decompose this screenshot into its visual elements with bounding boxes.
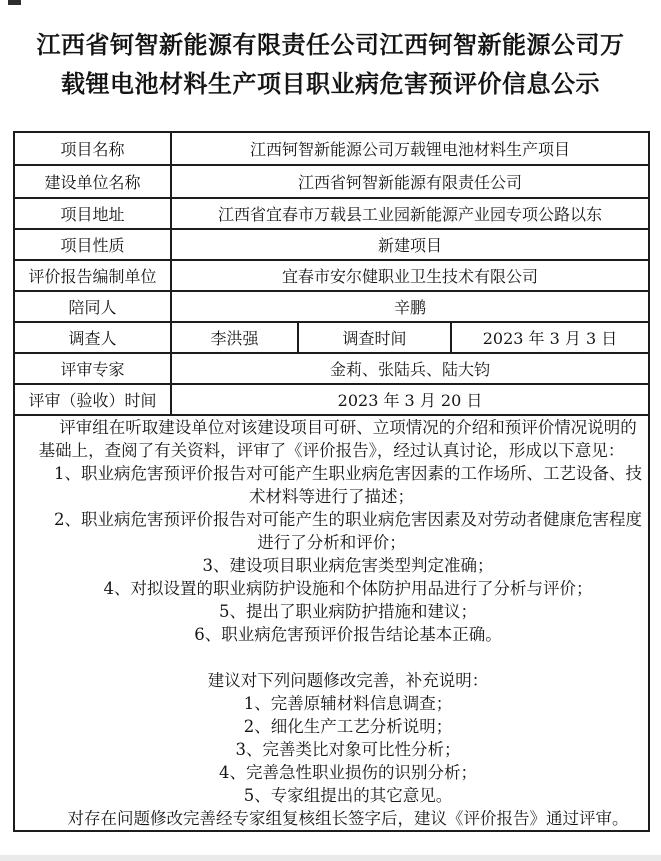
table-row-accompanying-person — [14, 291, 649, 322]
row-label: 陪同人 — [14, 291, 171, 322]
suggestion-intro: 建议对下列问题修改完善，补充说明： — [207, 671, 489, 690]
scan-artifact — [8, 0, 21, 5]
row-value: 宜春市安尔健职业卫生技术有限公司 — [171, 260, 649, 291]
table-row-investigator — [14, 322, 649, 353]
row-label: 调查时间 — [298, 322, 451, 353]
table-row-project-name — [14, 132, 649, 165]
row-label: 评审专家 — [14, 353, 171, 384]
table-row-project-nature — [14, 229, 649, 260]
row-label: 评价报告编制单位 — [14, 260, 171, 291]
opinion-finding-4: 4、对拟设置的职业病防护设施和个体防护用品进行了分析与评价； — [103, 579, 593, 598]
row-label: 调查人 — [14, 322, 171, 353]
title-line-1: 江西省钶智新能源有限责任公司江西钶智新能源公司万 — [36, 30, 625, 59]
row-label: 评审（验收）时间 — [14, 384, 171, 415]
page-title — [12, 25, 649, 103]
suggestion-1: 1、完善原辅材料信息调查； — [243, 694, 453, 713]
table-row-review-experts — [14, 353, 649, 384]
project-info-table — [13, 131, 650, 832]
table-row-review-opinion — [14, 415, 649, 831]
opinion-finding-3: 3、建设项目职业病危害类型判定准确； — [202, 556, 494, 575]
suggestion-2: 2、细化生产工艺分析说明； — [243, 717, 453, 736]
row-value: 辛鹏 — [171, 291, 649, 322]
opinion-finding-2: 2、职业病危害预评价报告对可能产生的职业病危害因素及对劳动者健康危害程度进行了分析和评价； — [54, 510, 642, 552]
title-line-2: 载锂电池材料生产项目职业病危害预评价信息公示 — [61, 69, 600, 98]
row-value: 2023 年 3 月 3 日 — [451, 322, 649, 353]
suggestion-3: 3、完善类比对象可比性分析； — [235, 740, 461, 759]
row-value: 江西钶智新能源公司万载锂电池材料生产项目 — [171, 132, 649, 165]
suggestion-5: 5、专家组提出的其它意见。 — [243, 786, 453, 805]
table-row-review-date — [14, 384, 649, 415]
row-value: 2023 年 3 月 20 日 — [171, 384, 649, 415]
opinion-finding-6: 6、职业病危害预评价报告结论基本正确。 — [194, 625, 502, 644]
row-value: 李洪强 — [171, 322, 298, 353]
table-row-builder-name — [14, 165, 649, 198]
row-label: 项目性质 — [14, 229, 171, 260]
row-label: 项目名称 — [14, 132, 171, 165]
row-label: 项目地址 — [14, 198, 171, 229]
opinion-finding-1: 1、职业病危害预评价报告对可能产生职业病危害因素的工作场所、工艺设备、技术材料等进行了描述； — [54, 464, 642, 506]
row-value: 新建项目 — [171, 229, 649, 260]
table-row-report-agency — [14, 260, 649, 291]
row-label: 建设单位名称 — [14, 165, 171, 198]
row-value: 金莉、张陆兵、陆大钧 — [171, 353, 649, 384]
opinion-finding-5: 5、提出了职业病防护措施和建议； — [219, 602, 477, 621]
opinion-conclusion: 对存在问题修改完善经专家组复核组长签字后，建议《评价报告》通过评审。 — [67, 809, 629, 828]
suggestion-4: 4、完善急性职业损伤的识别分析； — [219, 763, 477, 782]
opinion-intro: 评审组在听取建设单位对该建设项目可研、立项情况的介绍和预评价情况说明的基础上，查阅了有关资料，评审了《评价报告》，经过认真讨论，形成以下意见： — [38, 418, 637, 460]
review-opinion-cell — [14, 415, 649, 831]
table-row-project-address — [14, 198, 649, 229]
row-value: 江西省宜春市万载县工业园新能源产业园专项公路以东 — [171, 198, 649, 229]
row-value: 江西省钶智新能源有限责任公司 — [171, 165, 649, 198]
bottom-strip — [0, 855, 661, 861]
